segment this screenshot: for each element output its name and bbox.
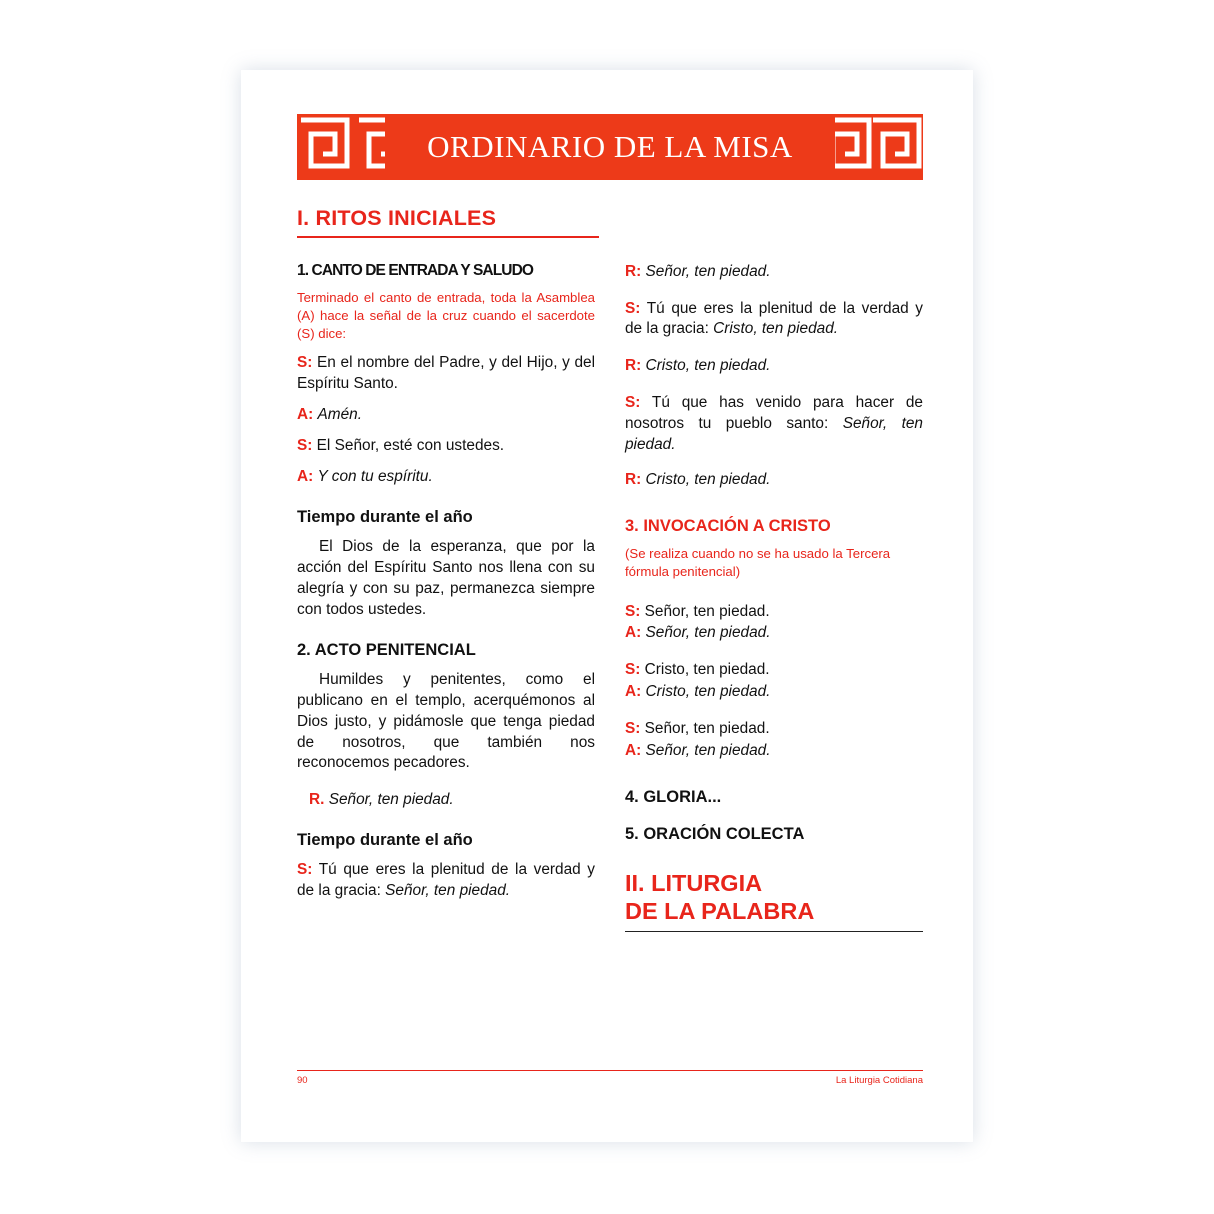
line-text: Cristo, ten piedad. (644, 661, 770, 679)
rubric-tercera-formula: (Se realiza cuando no se ha usado la Tercera fórmula penitencial) (625, 546, 891, 580)
section-heading-line-2: DE LA PALABRA (625, 897, 815, 924)
subheading-oracion-colecta: 5. ORACIÓN COLECTA (625, 825, 805, 844)
speaker-label: S: (625, 394, 641, 412)
line-r-cristo-ten-piedad-1 (625, 356, 923, 377)
line-text-italic: Señor, ten piedad. (385, 882, 511, 900)
line-text: En el nombre del Padre, y del Hijo, y del Espíritu Santo. (297, 354, 595, 393)
speaker-label: R: (625, 471, 642, 489)
masthead-banner (297, 114, 923, 180)
section-heading-rule-2 (625, 931, 923, 933)
speaker-label: R. (309, 791, 325, 809)
section-heading-rule (297, 236, 599, 238)
line-text: Señor, ten piedad. (645, 262, 771, 280)
document-title: ORDINARIO DE LA MISA (427, 129, 793, 164)
subheading-tiempo-durante-el-ano-1: Tiempo durante el año (297, 507, 473, 526)
speaker-label: S: (625, 661, 641, 679)
paragraph-humildes-y-penitentes: Humildes y penitentes, como el publicano en el templo, acerquémonos al Dios justo, y pidámosle que tenga piedad de nosotros, que también nos reconocemos pecadores. (297, 670, 595, 772)
line-s-senor-ten-piedad-2 (625, 719, 923, 740)
line-a-amen (297, 405, 595, 426)
line-text: Tú que has venido para hacer de nosotros tu pueblo santo: (625, 394, 923, 433)
line-text: Señor, ten piedad. (645, 742, 771, 760)
footer-source: La Liturgia Cotidiana (835, 1075, 923, 1086)
speaker-label: S: (625, 602, 641, 620)
speaker-label: S: (625, 720, 641, 738)
dialogue-pair-1 (625, 602, 923, 645)
speaker-label: S: (297, 861, 313, 879)
line-text: Señor, ten piedad. (328, 791, 454, 809)
dialogue-pair-3 (625, 719, 923, 762)
footer-divider (297, 1070, 923, 1071)
two-column-layout (297, 252, 923, 933)
line-text: El Señor, esté con ustedes. (316, 437, 505, 455)
speaker-label: A: (625, 683, 642, 701)
line-text: Y con tu espíritu. (317, 468, 433, 485)
section-heading-ritos-iniciales: I. RITOS INICIALES (297, 206, 497, 230)
line-text: Señor, ten piedad. (644, 602, 770, 620)
subheading-gloria: 4. GLORIA... (625, 788, 722, 807)
line-s-cristo-ten-piedad-1 (625, 660, 923, 681)
page-content (297, 114, 923, 1104)
line-text: Señor, ten piedad. (644, 720, 770, 738)
dialogue-pair-2 (625, 660, 923, 703)
line-r-senor-ten-piedad (297, 790, 595, 811)
line-a-senor-ten-piedad-2 (625, 741, 923, 762)
line-a-cristo-ten-piedad-1 (625, 682, 923, 703)
speaker-label: A: (297, 468, 314, 485)
line-text-italic: Señor, ten piedad. (625, 415, 923, 454)
line-text: Tú que eres la plenitud de la verdad y de la gracia: (297, 861, 596, 900)
left-column (297, 252, 595, 933)
line-s-el-senor-este (297, 436, 595, 457)
rubric-senal-de-la-cruz: Terminado el canto de entrada, toda la Asamblea (A) hace la señal de la cruz cuando el sacerdote (S) dice: (297, 289, 595, 342)
page-number: 90 (297, 1075, 308, 1086)
paragraph-dios-de-la-esperanza: El Dios de la esperanza, que por la acción del Espíritu Santo nos llena con su alegría y con su paz, permanezca siempre con todos ustedes. (297, 537, 595, 618)
line-a-y-con-tu-espiritu (297, 467, 595, 488)
speaker-label: S: (625, 299, 641, 317)
line-s-tu-que-has-venido (625, 393, 923, 456)
line-text: Cristo, ten piedad. (645, 471, 771, 489)
line-s-tu-que-eres-plenitud (625, 299, 923, 341)
subheading-canto-de-entrada: 1. CANTO DE ENTRADA Y SALUDO (297, 261, 534, 279)
line-s-en-el-nombre (297, 353, 595, 395)
line-text-italic: Cristo, ten piedad. (713, 320, 839, 338)
line-text: Cristo, ten piedad. (645, 683, 771, 701)
line-s-tu-que-eres-plenitud-left (297, 860, 595, 902)
line-text: Amén. (317, 406, 363, 424)
line-r-senor-ten-piedad-1 (625, 262, 923, 283)
speaker-label: A: (625, 742, 642, 760)
line-text: Cristo, ten piedad. (645, 357, 771, 375)
line-text: Señor, ten piedad. (645, 624, 771, 642)
line-s-senor-ten-piedad-1 (625, 602, 923, 623)
speaker-label: A: (625, 624, 642, 642)
page-footer (297, 1075, 923, 1086)
right-column (625, 252, 923, 933)
line-a-senor-ten-piedad-1 (625, 623, 923, 644)
subheading-tiempo-durante-el-ano-2: Tiempo durante el año (297, 831, 473, 850)
subheading-acto-penitencial: 2. ACTO PENITENCIAL (297, 640, 476, 659)
speaker-label: R: (625, 357, 642, 375)
speaker-label: S: (297, 437, 313, 455)
subheading-invocacion-a-cristo: 3. INVOCACIÓN A CRISTO (625, 517, 831, 536)
section-heading-liturgia-de-la-palabra (625, 870, 923, 925)
line-text: Tú que eres la plenitud de la verdad y de la gracia: (625, 299, 924, 338)
speaker-label: S: (297, 354, 313, 372)
document-page (241, 70, 973, 1142)
section-heading-line-1: II. LITURGIA (625, 870, 763, 897)
speaker-label: R: (625, 262, 642, 280)
speaker-label: A: (297, 406, 314, 424)
line-r-cristo-ten-piedad-2 (625, 470, 923, 491)
